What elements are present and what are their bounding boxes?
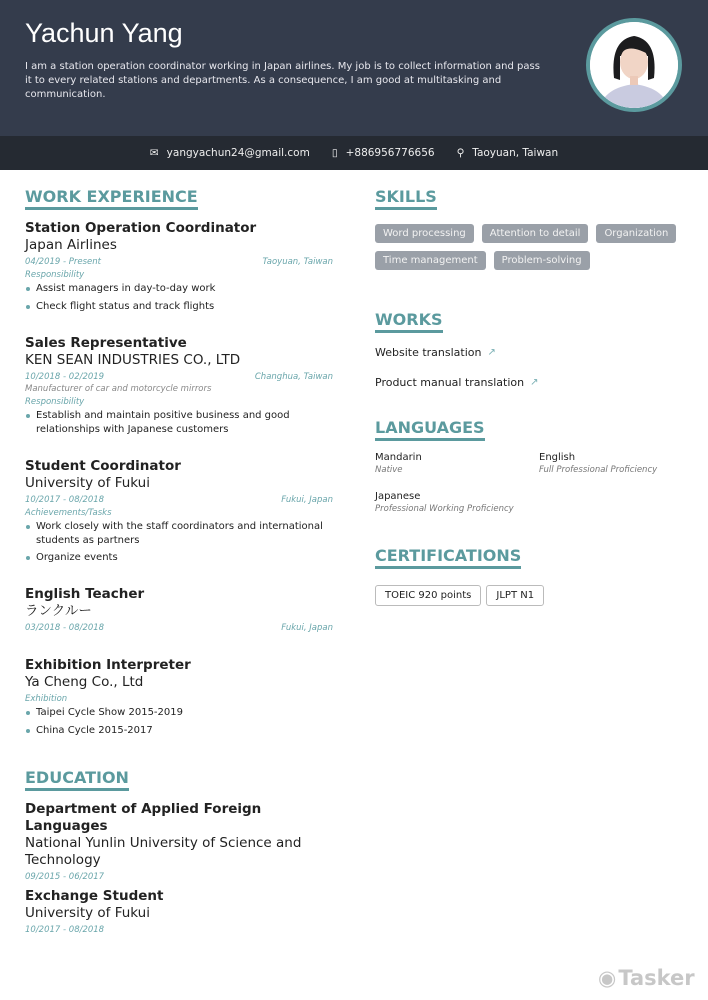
job-title: Exhibition Interpreter: [25, 657, 191, 673]
job-title: Student Coordinator: [25, 458, 181, 474]
job: [25, 458, 333, 569]
language-level: Native: [375, 465, 403, 475]
skill-tag: Attention to detail: [482, 224, 589, 243]
label: Achievements/Tasks: [25, 508, 112, 518]
tasker-logo: [598, 966, 695, 990]
location-pin-icon: ⚲: [456, 147, 465, 159]
job: [25, 335, 333, 440]
bullet: Check flight status and track flights: [25, 300, 333, 314]
section-title: LANGUAGES: [375, 418, 485, 441]
dates: 04/2019 - Present: [25, 257, 102, 267]
certifications-section: [375, 546, 685, 606]
bullet: Taipei Cycle Show 2015-2019: [25, 706, 333, 720]
bullet: Establish and maintain positive business and good relationships with Japanese customers: [25, 409, 333, 436]
work-experience-heading: [25, 187, 333, 210]
language-name: Japanese: [375, 491, 421, 502]
skill-tag: Word processing: [375, 224, 474, 243]
works-section: [375, 310, 685, 397]
dates: 10/2017 - 08/2018: [25, 925, 105, 935]
phone-icon: ▯: [331, 147, 338, 159]
job-title: Sales Representative: [25, 335, 187, 351]
section-title: WORK EXPERIENCE: [25, 187, 198, 210]
school: University of Fukui: [25, 905, 150, 921]
label: Responsibility: [25, 270, 85, 280]
job-location: Changhua, Taiwan: [254, 372, 333, 382]
education-item: [25, 801, 333, 882]
company: Japan Airlines: [25, 237, 117, 253]
bullet: Work closely with the staff coordinators and international students as partners: [25, 520, 333, 547]
degree: Department of Applied Foreign Languages: [25, 801, 262, 834]
job-title: English Teacher: [25, 586, 145, 602]
work-title[interactable]: Website translation: [375, 345, 482, 359]
company: KEN SEAN INDUSTRIES CO., LTD: [25, 352, 241, 368]
dates: 10/2018 - 02/2019: [25, 372, 105, 382]
education-heading: [25, 768, 333, 791]
job: [25, 657, 333, 741]
language-item: [375, 491, 514, 514]
bullet: Assist managers in day-to-day work: [25, 282, 333, 296]
company: Ya Cheng Co., Ltd: [25, 674, 144, 690]
label: Responsibility: [25, 397, 85, 407]
language-level: Full Professional Proficiency: [539, 465, 658, 475]
certification-tag: JLPT N1: [486, 585, 544, 606]
language-level: Professional Working Proficiency: [375, 504, 514, 514]
language-name: English: [539, 452, 576, 463]
job-title: Station Operation Coordinator: [25, 220, 257, 236]
external-link-icon[interactable]: ↗: [530, 376, 539, 388]
job-location: Fukui, Japan: [281, 623, 333, 633]
dates: 09/2015 - 06/2017: [25, 872, 105, 882]
external-link-icon[interactable]: ↗: [487, 346, 496, 358]
language-item: [539, 452, 657, 475]
language-name: Mandarin: [375, 452, 422, 463]
education-item: [25, 888, 333, 935]
company: University of Fukui: [25, 475, 150, 491]
skill-tag: Problem-solving: [494, 251, 590, 270]
label: Exhibition: [25, 694, 68, 704]
tasker-logo-icon: ◉: [598, 966, 617, 990]
watermark-text: Tasker: [618, 966, 695, 990]
company-description: Manufacturer of car and motorcycle mirrors: [25, 384, 212, 394]
languages-section: [375, 418, 685, 528]
section-title: WORKS: [375, 310, 443, 333]
work-link[interactable]: [375, 367, 685, 397]
dates: 10/2017 - 08/2018: [25, 495, 105, 505]
header: [0, 0, 708, 136]
profile-photo: [586, 18, 682, 112]
work-title[interactable]: Product manual translation: [375, 375, 525, 389]
language-item: [375, 452, 422, 475]
location: Taoyuan, Taiwan: [472, 147, 559, 159]
section-title: CERTIFICATIONS: [375, 546, 521, 569]
dates: 03/2018 - 08/2018: [25, 623, 105, 633]
job: [25, 220, 333, 317]
school: National Yunlin University of Science and Technology: [25, 835, 302, 868]
work-link[interactable]: [375, 337, 685, 367]
company: ランクルー: [25, 603, 92, 619]
certification-tag: TOEIC 920 points: [375, 585, 481, 606]
job-location: Fukui, Japan: [281, 495, 333, 505]
bullet: Organize events: [25, 551, 333, 565]
skill-tag: Organization: [596, 224, 676, 243]
email[interactable]: yangyachun24@gmail.com: [166, 147, 310, 159]
section-title: EDUCATION: [25, 768, 129, 791]
contact-bar: [0, 136, 708, 170]
skill-tag: Time management: [375, 251, 486, 270]
degree: Exchange Student: [25, 888, 164, 904]
skills-section: [375, 187, 685, 270]
bullet: China Cycle 2015-2017: [25, 724, 333, 738]
summary: I am a station operation coordinator working in Japan airlines. My job is to collect information and pass it to every related stations and departments. As a consequence, I am good at multitasking and communication.: [25, 61, 540, 100]
job-location: Taoyuan, Taiwan: [262, 257, 333, 267]
section-title: SKILLS: [375, 187, 437, 210]
email-icon: ✉: [149, 147, 159, 159]
job: [25, 586, 333, 633]
candidate-name: Yachun Yang: [25, 18, 183, 48]
phone[interactable]: +886956776656: [345, 147, 435, 159]
